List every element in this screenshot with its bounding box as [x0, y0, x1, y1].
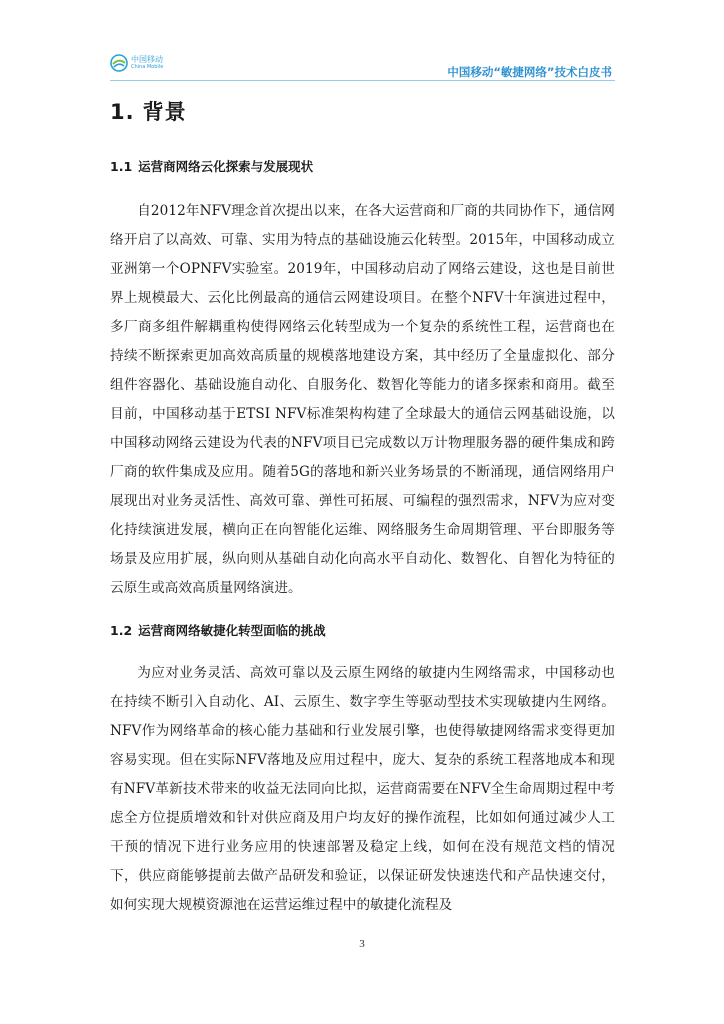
logo-english-text: China Mobile [131, 64, 164, 70]
section-heading-1-1 [110, 158, 615, 176]
page-content [110, 96, 615, 913]
section-heading-1-2 [110, 622, 615, 640]
china-mobile-logo-icon [110, 54, 128, 72]
section-title: 运营商网络云化探索与发展现状 [138, 159, 314, 174]
section-title: 运营商网络敏捷化转型面临的挑战 [138, 623, 326, 638]
section-paragraph-1-1: 自2012年NFV理念首次提出以来，在各大运营商和厂商的共同协作下，通信网络开启了以高效、可靠、实用为特点的基础设施云化转型。2015年，中国移动成立亚洲第一个OPNFV实验室。2019年，中国移动启动了网络云建设，这也是目前世界上规模最大、云化比例最高的通信云网建设项目。在整个NFV十年演进过程中，多厂商多组件解耦重构使得网络云化转型成为一个复杂的系统性工程，运营商也在持续不断探索更加高效高质量的规模落地建设方案，其中经历了全量虚拟化、部分组件容器化、基础设施自动化、自服务化、数智化等能力的诸多探索和商用。截至目前，中国移动基于ETSI NFV标准架构构建了全球最大的通信云网基础设施，以中国移动网络云建设为代表的NFV项目已完成数以万计物理服务器的硬件集成和跨厂商的软件集成及应用。随着5G的落地和新兴业务场景的不断涌现，通信网络用户展现出对业务灵活性、高效可靠、弹性可拓展、可编程的强烈需求，NFV为应对变化持续演进发展，横向正在向智能化运维、网络服务生命周期管理、平台即服务等场景及应用扩展，纵向则从基础自动化向高水平自动化、数智化、自智化为特征的云原生或高效高质量网络演进。 [110, 203, 615, 596]
document-title: 中国移动“敏捷网络”技术白皮书 [447, 65, 612, 79]
section-paragraph-1-2: 为应对业务灵活、高效可靠以及云原生网络的敏捷内生网络需求，中国移动也在持续不断引入自动化、AI、云原生、数字孪生等驱动型技术实现敏捷内生网络。NFV作为网络革命的核心能力基础和行业发展引擎，也使得敏捷网络需求变得更加容易实现。但在实际NFV落地及应用过程中，庞大、复杂的系统工程落地成本和现有NFV革新技术带来的收益无法同向比拟，运营商需要在NFV全生命周期过程中考虑全方位提质增效和针对供应商及用户均友好的操作流程，比如如何通过减少人工干预的情况下进行业务应用的快速部署及稳定上线，如何在没有规范文档的情况下，供应商能够提前去做产品研发和验证，以保证研发快速迭代和产品快速交付，如何实现大规模资源池在运营运维过程中的敏捷化流程及 [110, 665, 615, 913]
section-number: 1.1 [110, 159, 133, 174]
logo-chinese-text: 中国移动 [131, 55, 163, 64]
chapter-number: 1. [110, 100, 135, 124]
chapter-heading [110, 96, 615, 128]
page-number: 3 [359, 938, 365, 950]
chapter-title: 背景 [142, 100, 187, 124]
header-divider [110, 80, 615, 81]
china-mobile-logo [110, 50, 163, 76]
page-header [0, 0, 724, 80]
section-number: 1.2 [110, 623, 133, 638]
